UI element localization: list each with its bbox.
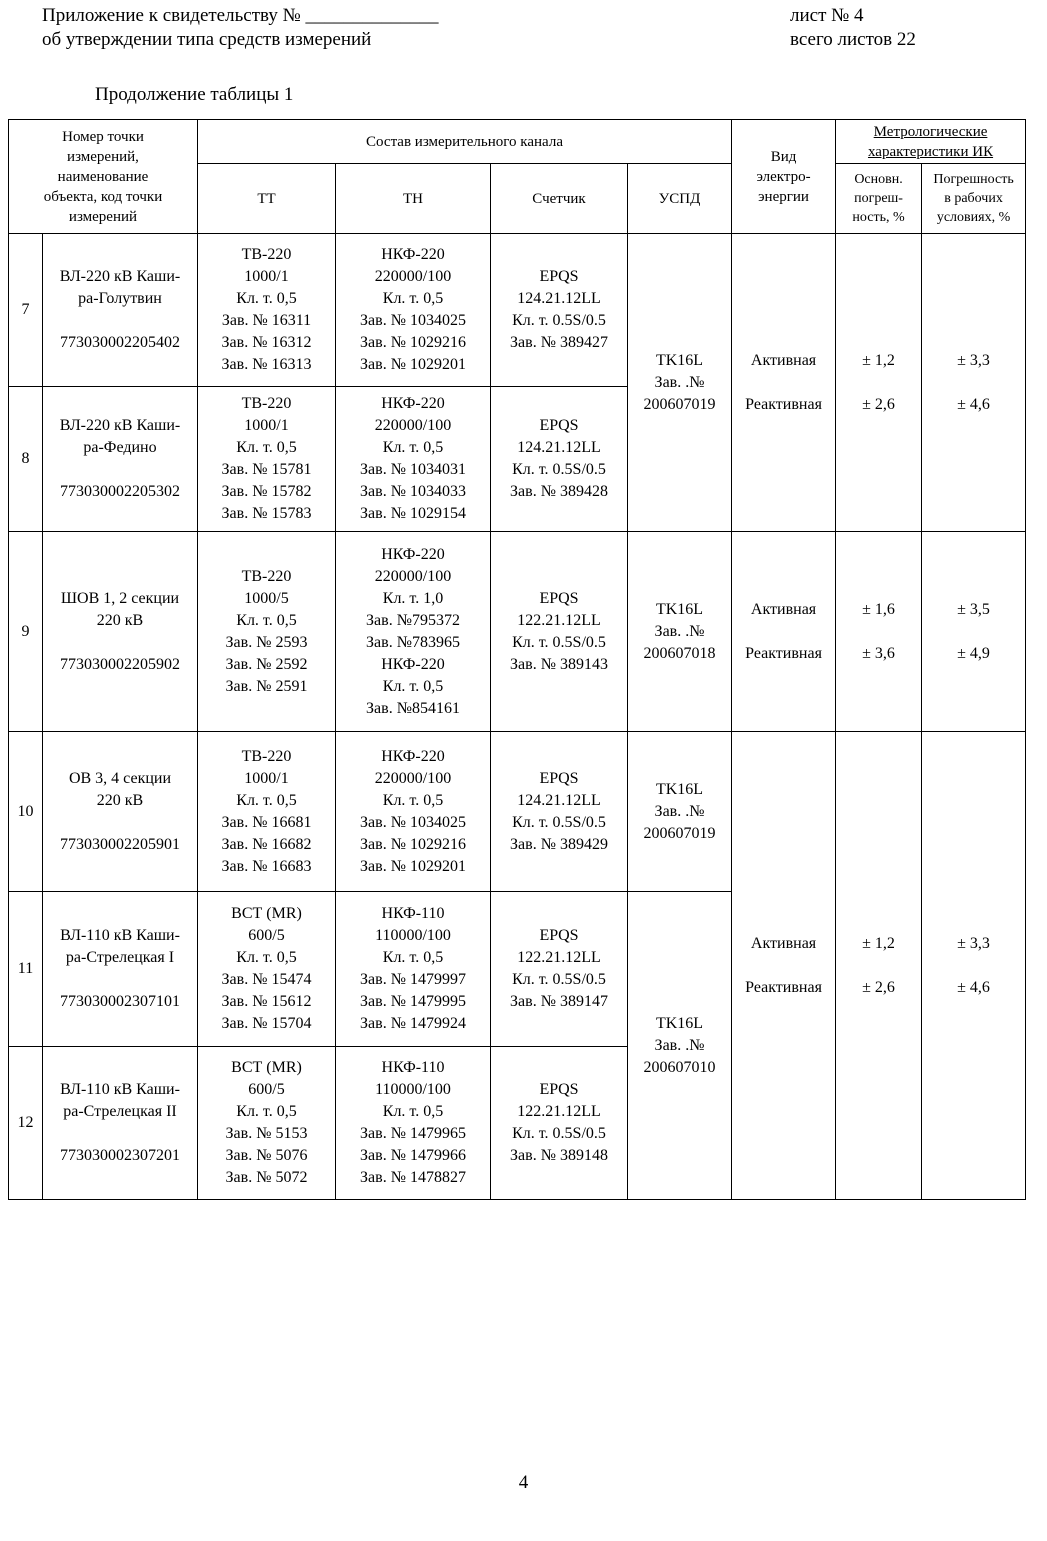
sheet-total: всего листов 22 bbox=[790, 29, 916, 50]
work-error-cell: ± 3,3 ± 4,6 bbox=[922, 732, 1026, 1200]
tn-cell: НКФ-220 220000/100 Кл. т. 0,5 Зав. № 1034031 Зав. № 1034033 Зав. № 1029154 bbox=[336, 387, 491, 532]
header-point: Номер точки измерений, наименование объекта, код точки измерений bbox=[9, 120, 198, 234]
meter-cell: EPQS 122.21.12LL Кл. т. 0.5S/0.5 Зав. № 389148 bbox=[491, 1047, 628, 1200]
point-name: ВЛ-220 кВ Каши- ра-Федино 773030002205302 bbox=[43, 387, 198, 532]
row-number: 7 bbox=[9, 234, 43, 387]
basic-error-cell: ± 1,2 ± 2,6 bbox=[836, 234, 922, 532]
tn-cell: НКФ-110 110000/100 Кл. т. 0,5 Зав. № 1479997 Зав. № 1479995 Зав. № 1479924 bbox=[336, 892, 491, 1047]
table-row bbox=[9, 234, 1026, 387]
page-number: 4 bbox=[518, 1472, 529, 1493]
row-number: 9 bbox=[9, 532, 43, 732]
header-tn: ТН bbox=[336, 164, 491, 234]
energy-type-cell: Активная Реактивная bbox=[732, 732, 836, 1200]
point-name: ВЛ-220 кВ Каши- ра-Голутвин 773030002205402 bbox=[43, 234, 198, 387]
tn-cell: НКФ-220 220000/100 Кл. т. 1,0 Зав. №795372 Зав. №783965 НКФ-220 Кл. т. 0,5 Зав. №854161 bbox=[336, 532, 491, 732]
tt-cell: ТВ-220 1000/1 Кл. т. 0,5 Зав. № 16311 Зав. № 16312 Зав. № 16313 bbox=[198, 234, 336, 387]
row-number: 10 bbox=[9, 732, 43, 892]
meter-cell: EPQS 122.21.12LL Кл. т. 0.5S/0.5 Зав. № 389147 bbox=[491, 892, 628, 1047]
meter-cell: EPQS 124.21.12LL Кл. т. 0.5S/0.5 Зав. № 389428 bbox=[491, 387, 628, 532]
table-continuation-title: Продолжение таблицы 1 bbox=[95, 84, 294, 105]
row-number: 12 bbox=[9, 1047, 43, 1200]
certificate-header bbox=[42, 4, 438, 52]
sheet-info bbox=[790, 4, 916, 52]
tn-cell: НКФ-220 220000/100 Кл. т. 0,5 Зав. № 1034025 Зав. № 1029216 Зав. № 1029201 bbox=[336, 234, 491, 387]
header-meter: Счетчик bbox=[491, 164, 628, 234]
work-error-cell: ± 3,3 ± 4,6 bbox=[922, 234, 1026, 532]
tt-cell: ВСТ (MR) 600/5 Кл. т. 0,5 Зав. № 5153 Зав. № 5076 Зав. № 5072 bbox=[198, 1047, 336, 1200]
header-metrology bbox=[836, 120, 1026, 164]
header-energy-type: Вид электро- энергии bbox=[732, 120, 836, 234]
point-name: ШОВ 1, 2 секции 220 кВ 773030002205902 bbox=[43, 532, 198, 732]
header-basic-error: Основн. погреш- ность, % bbox=[836, 164, 922, 234]
uspd-cell: TK16L Зав. .№ 200607019 bbox=[628, 234, 732, 532]
header-metrology-text: Метрологические характеристики ИК bbox=[867, 123, 994, 160]
uspd-cell: TK16L Зав. .№ 200607010 bbox=[628, 892, 732, 1200]
certificate-line: Приложение к свидетельству № ______________ bbox=[42, 5, 439, 26]
basic-error-cell: ± 1,6 ± 3,6 bbox=[836, 532, 922, 732]
energy-type-cell: Активная Реактивная bbox=[732, 234, 836, 532]
header-composition: Состав измерительного канала bbox=[198, 120, 732, 164]
table-row bbox=[9, 532, 1026, 732]
row-number: 11 bbox=[9, 892, 43, 1047]
tn-cell: НКФ-220 220000/100 Кл. т. 0,5 Зав. № 1034025 Зав. № 1029216 Зав. № 1029201 bbox=[336, 732, 491, 892]
approval-line: об утверждении типа средств измерений bbox=[42, 29, 372, 50]
meter-cell: EPQS 122.21.12LL Кл. т. 0.5S/0.5 Зав. № 389143 bbox=[491, 532, 628, 732]
measurement-channels-table bbox=[8, 119, 1026, 1200]
tt-cell: ТВ-220 1000/5 Кл. т. 0,5 Зав. № 2593 Зав. № 2592 Зав. № 2591 bbox=[198, 532, 336, 732]
work-error-cell: ± 3,5 ± 4,9 bbox=[922, 532, 1026, 732]
point-name: ВЛ-110 кВ Каши- ра-Стрелецкая I 773030002307101 bbox=[43, 892, 198, 1047]
table-row bbox=[9, 732, 1026, 892]
point-name: ВЛ-110 кВ Каши- ра-Стрелецкая II 773030002307201 bbox=[43, 1047, 198, 1200]
header-tt: ТТ bbox=[198, 164, 336, 234]
row-number: 8 bbox=[9, 387, 43, 532]
point-name: ОВ 3, 4 секции 220 кВ 773030002205901 bbox=[43, 732, 198, 892]
header-uspd: УСПД bbox=[628, 164, 732, 234]
tn-cell: НКФ-110 110000/100 Кл. т. 0,5 Зав. № 1479965 Зав. № 1479966 Зав. № 1478827 bbox=[336, 1047, 491, 1200]
meter-cell: EPQS 124.21.12LL Кл. т. 0.5S/0.5 Зав. № 389429 bbox=[491, 732, 628, 892]
tt-cell: ВСТ (MR) 600/5 Кл. т. 0,5 Зав. № 15474 Зав. № 15612 Зав. № 15704 bbox=[198, 892, 336, 1047]
meter-cell: EPQS 124.21.12LL Кл. т. 0.5S/0.5 Зав. № 389427 bbox=[491, 234, 628, 387]
tt-cell: ТВ-220 1000/1 Кл. т. 0,5 Зав. № 15781 Зав. № 15782 Зав. № 15783 bbox=[198, 387, 336, 532]
basic-error-cell: ± 1,2 ± 2,6 bbox=[836, 732, 922, 1200]
uspd-cell: TK16L Зав. .№ 200607018 bbox=[628, 532, 732, 732]
sheet-number: лист № 4 bbox=[790, 5, 864, 26]
energy-type-cell: Активная Реактивная bbox=[732, 532, 836, 732]
tt-cell: ТВ-220 1000/1 Кл. т. 0,5 Зав. № 16681 Зав. № 16682 Зав. № 16683 bbox=[198, 732, 336, 892]
uspd-cell: TK16L Зав. .№ 200607019 bbox=[628, 732, 732, 892]
header-work-error: Погрешность в рабочих условиях, % bbox=[922, 164, 1026, 234]
